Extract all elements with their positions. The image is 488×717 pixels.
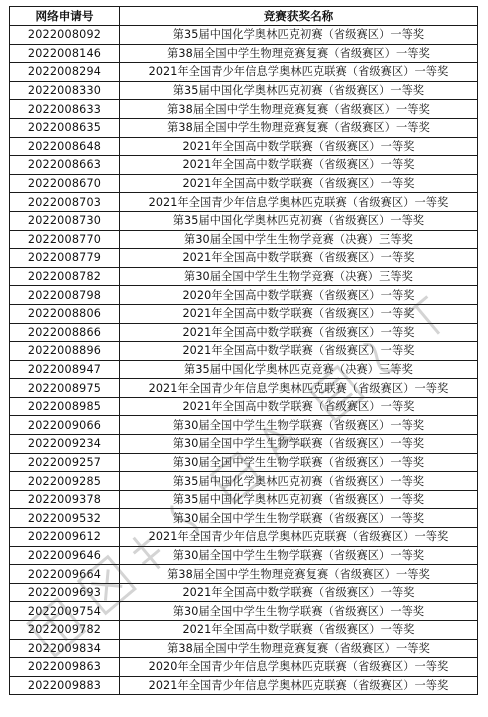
award-name-cell: 第30届全国中学生生物学联赛（省级赛区）一等奖 (120, 546, 478, 565)
award-name-cell: 第35届中国化学奥林匹克初赛（省级赛区）一等奖 (120, 490, 478, 509)
award-name-cell: 第35届中国化学奥林匹克初赛（省级赛区）一等奖 (120, 81, 478, 100)
application-id-cell: 2022008635 (10, 118, 120, 137)
table-row (10, 509, 478, 528)
award-name-cell: 第35届中国化学奥林匹克初赛（省级赛区）一等奖 (120, 26, 478, 45)
table-row (10, 249, 478, 268)
award-name-cell: 第30届全国中学生生物学联赛（省级赛区）一等奖 (120, 435, 478, 454)
application-id-cell: 2022008770 (10, 230, 120, 249)
table-row (10, 156, 478, 175)
table-row (10, 360, 478, 379)
table-row (10, 379, 478, 398)
award-name-cell: 2021年全国青少年信息学奥林匹克联赛（省级赛区）一等奖 (120, 676, 478, 695)
application-id-cell: 2022009612 (10, 528, 120, 547)
award-name-cell: 2021年全国高中数学联赛（省级赛区）一等奖 (120, 174, 478, 193)
table-row (10, 621, 478, 640)
table-row (10, 304, 478, 323)
table-row (10, 211, 478, 230)
table-row (10, 44, 478, 63)
award-name-cell: 第30届全国中学生生物学联赛（省级赛区）一等奖 (120, 509, 478, 528)
table-row (10, 602, 478, 621)
table-row (10, 286, 478, 305)
award-name-cell: 第30届全国中学生生物学联赛（省级赛区）一等奖 (120, 602, 478, 621)
application-id-cell: 2022008947 (10, 360, 120, 379)
application-id-cell: 2022009285 (10, 472, 120, 491)
award-name-cell: 第38届全国中学生物理竞赛复赛（省级赛区）一等奖 (120, 639, 478, 658)
table-row (10, 100, 478, 119)
application-id-cell: 2022008975 (10, 379, 120, 398)
award-sheet (9, 6, 477, 695)
table-row (10, 472, 478, 491)
application-id-cell: 2022009664 (10, 565, 120, 584)
header-application-id: 网络申请号 (10, 7, 120, 26)
table-row (10, 118, 478, 137)
table-row (10, 323, 478, 342)
award-name-cell: 第30届全国中学生生物学联赛（省级赛区）一等奖 (120, 453, 478, 472)
application-id-cell: 2022009532 (10, 509, 120, 528)
application-id-cell: 2022009693 (10, 583, 120, 602)
table-row (10, 435, 478, 454)
award-name-cell: 第35届中国化学奥林匹克初赛（省级赛区）一等奖 (120, 472, 478, 491)
application-id-cell: 2022008703 (10, 193, 120, 212)
award-name-cell: 2020年全国高中数学联赛（省级赛区）一等奖 (120, 286, 478, 305)
application-id-cell: 2022008146 (10, 44, 120, 63)
table-row (10, 546, 478, 565)
application-id-cell: 2022008330 (10, 81, 120, 100)
table-row (10, 639, 478, 658)
award-name-cell: 2021年全国青少年信息学奥林匹克联赛（省级赛区）一等奖 (120, 63, 478, 82)
application-id-cell: 2022008648 (10, 137, 120, 156)
application-id-cell: 2022009234 (10, 435, 120, 454)
table-row (10, 490, 478, 509)
table-row (10, 583, 478, 602)
table-row (10, 63, 478, 82)
award-name-cell: 2021年全国高中数学联赛（省级赛区）一等奖 (120, 323, 478, 342)
application-id-cell: 2022009257 (10, 453, 120, 472)
table-row (10, 137, 478, 156)
application-id-cell: 2022008896 (10, 342, 120, 361)
application-id-cell: 2022009066 (10, 416, 120, 435)
application-id-cell: 2022009883 (10, 676, 120, 695)
award-name-cell: 2021年全国高中数学联赛（省级赛区）一等奖 (120, 137, 478, 156)
application-id-cell: 2022009782 (10, 621, 120, 640)
header-row (10, 7, 478, 26)
award-name-cell: 第38届全国中学生物理竞赛复赛（省级赛区）一等奖 (120, 44, 478, 63)
award-name-cell: 2021年全国青少年信息学奥林匹克联赛（省级赛区）一等奖 (120, 528, 478, 547)
application-id-cell: 2022008798 (10, 286, 120, 305)
application-id-cell: 2022008092 (10, 26, 120, 45)
award-name-cell: 第38届全国中学生物理竞赛复赛（省级赛区）一等奖 (120, 565, 478, 584)
application-id-cell: 2022008730 (10, 211, 120, 230)
table-row (10, 193, 478, 212)
application-id-cell: 2022009863 (10, 658, 120, 677)
table-row (10, 26, 478, 45)
application-id-cell: 2022008779 (10, 249, 120, 268)
award-name-cell: 第38届全国中学生物理竞赛复赛（省级赛区）一等奖 (120, 100, 478, 119)
award-name-cell: 第38届全国中学生物理竞赛复赛（省级赛区）一等奖 (120, 118, 478, 137)
award-name-cell: 2021年全国高中数学联赛（省级赛区）一等奖 (120, 621, 478, 640)
application-id-cell: 2022008866 (10, 323, 120, 342)
table-row (10, 528, 478, 547)
award-name-cell: 第30届全国中学生生物学竞赛（决赛）三等奖 (120, 267, 478, 286)
header-award-name: 竞赛获奖名称 (120, 7, 478, 26)
award-table (9, 6, 478, 695)
award-name-cell: 2021年全国高中数学联赛（省级赛区）一等奖 (120, 397, 478, 416)
application-id-cell: 2022008633 (10, 100, 120, 119)
award-name-cell: 第30届全国中学生生物学联赛（省级赛区）一等奖 (120, 416, 478, 435)
award-name-cell: 2020年全国青少年信息学奥林匹克联赛（省级赛区）一等奖 (120, 658, 478, 677)
award-name-cell: 2021年全国高中数学联赛（省级赛区）一等奖 (120, 583, 478, 602)
table-row (10, 416, 478, 435)
award-name-cell: 2021年全国高中数学联赛（省级赛区）一等奖 (120, 156, 478, 175)
award-name-cell: 第35届中国化学奥林匹克初赛（省级赛区）一等奖 (120, 211, 478, 230)
table-row (10, 453, 478, 472)
table-row (10, 676, 478, 695)
award-name-cell: 2021年全国高中数学联赛（省级赛区）一等奖 (120, 249, 478, 268)
award-name-cell: 第30届全国中学生生物学竞赛（决赛）三等奖 (120, 230, 478, 249)
application-id-cell: 2022008985 (10, 397, 120, 416)
application-id-cell: 2022008806 (10, 304, 120, 323)
table-row (10, 342, 478, 361)
application-id-cell: 2022009834 (10, 639, 120, 658)
award-name-cell: 2021年全国高中数学联赛（省级赛区）一等奖 (120, 342, 478, 361)
application-id-cell: 2022009646 (10, 546, 120, 565)
table-body (10, 26, 478, 695)
application-id-cell: 2022008782 (10, 267, 120, 286)
table-row (10, 81, 478, 100)
table-row (10, 397, 478, 416)
application-id-cell: 2022008663 (10, 156, 120, 175)
application-id-cell: 2022009754 (10, 602, 120, 621)
application-id-cell: 2022009378 (10, 490, 120, 509)
award-name-cell: 2021年全国青少年信息学奥林匹克联赛（省级赛区）一等奖 (120, 193, 478, 212)
award-name-cell: 2021年全国青少年信息学奥林匹克联赛（省级赛区）一等奖 (120, 379, 478, 398)
application-id-cell: 2022008294 (10, 63, 120, 82)
table-row (10, 267, 478, 286)
table-row (10, 658, 478, 677)
table-row (10, 565, 478, 584)
table-row (10, 230, 478, 249)
table-row (10, 174, 478, 193)
award-name-cell: 2021年全国高中数学联赛（省级赛区）一等奖 (120, 304, 478, 323)
award-name-cell: 第35届中国化学奥林匹克竞赛（决赛）三等奖 (120, 360, 478, 379)
application-id-cell: 2022008670 (10, 174, 120, 193)
